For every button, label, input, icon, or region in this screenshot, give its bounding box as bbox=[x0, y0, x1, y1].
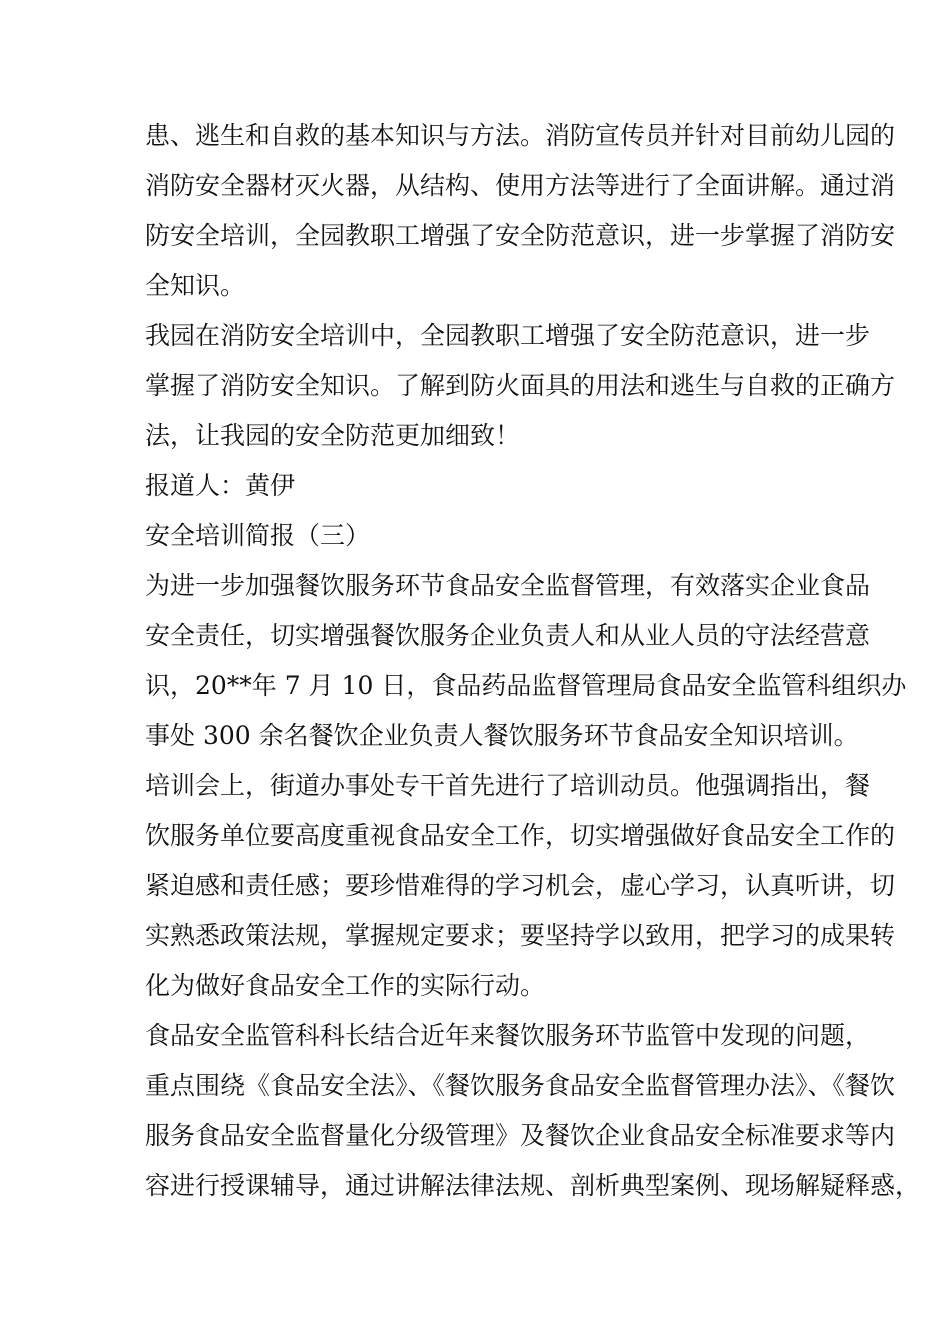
text-line: 紧迫感和责任感；要珍惜难得的学习机会，虚心学习，认真听讲，切 bbox=[145, 871, 896, 900]
text-line: 服务食品安全监督量化分级管理》及餐饮企业食品安全标准要求等内 bbox=[145, 1121, 896, 1150]
section-heading: 安全培训简报（三） bbox=[145, 521, 371, 550]
text-line: 掌握了消防安全知识。了解到防火面具的用法和逃生与自救的正确方 bbox=[145, 371, 896, 400]
text-line: 消防安全器材灭火器，从结构、使用方法等进行了全面讲解。通过消 bbox=[145, 171, 896, 200]
text-line: 容进行授课辅导，通过讲解法律法规、剖析典型案例、现场解疑释惑， bbox=[145, 1171, 921, 1200]
text-line: 化为做好食品安全工作的实际行动。 bbox=[145, 971, 546, 1000]
text-line: 食品安全监管科科长结合近年来餐饮服务环节监管中发现的问题， bbox=[145, 1021, 871, 1050]
text-line: 安全责任，切实增强餐饮服务企业负责人和从业人员的守法经营意 bbox=[145, 621, 871, 650]
text-line: 防安全培训，全园教职工增强了安全防范意识，进一步掌握了消防安 bbox=[145, 221, 896, 250]
text-line: 识，20**年 7 月 10 日，食品药品监督管理局食品安全监管科组织办 bbox=[145, 671, 907, 700]
reporter-line: 报道人：黄伊 bbox=[145, 471, 296, 500]
text-line: 我园在消防安全培训中，全园教职工增强了安全防范意识，进一步 bbox=[145, 321, 871, 350]
text-line: 事处 300 余名餐饮企业负责人餐饮服务环节食品安全知识培训。 bbox=[145, 721, 859, 750]
text-line: 患、逃生和自救的基本知识与方法。消防宣传员并针对目前幼儿园的 bbox=[145, 121, 896, 150]
text-line: 培训会上，街道办事处专干首先进行了培训动员。他强调指出，餐 bbox=[145, 771, 871, 800]
text-line: 全知识。 bbox=[145, 271, 246, 300]
text-line: 为进一步加强餐饮服务环节食品安全监督管理，有效落实企业食品 bbox=[145, 571, 871, 600]
text-line: 法，让我园的安全防范更加细致！ bbox=[145, 421, 521, 450]
text-line: 实熟悉政策法规，掌握规定要求；要坚持学以致用，把学习的成果转 bbox=[145, 921, 896, 950]
text-line: 重点围绕《食品安全法》、《餐饮服务食品安全监督管理办法》、《餐饮 bbox=[145, 1071, 896, 1100]
text-line: 饮服务单位要高度重视食品安全工作，切实增强做好食品安全工作的 bbox=[145, 821, 896, 850]
